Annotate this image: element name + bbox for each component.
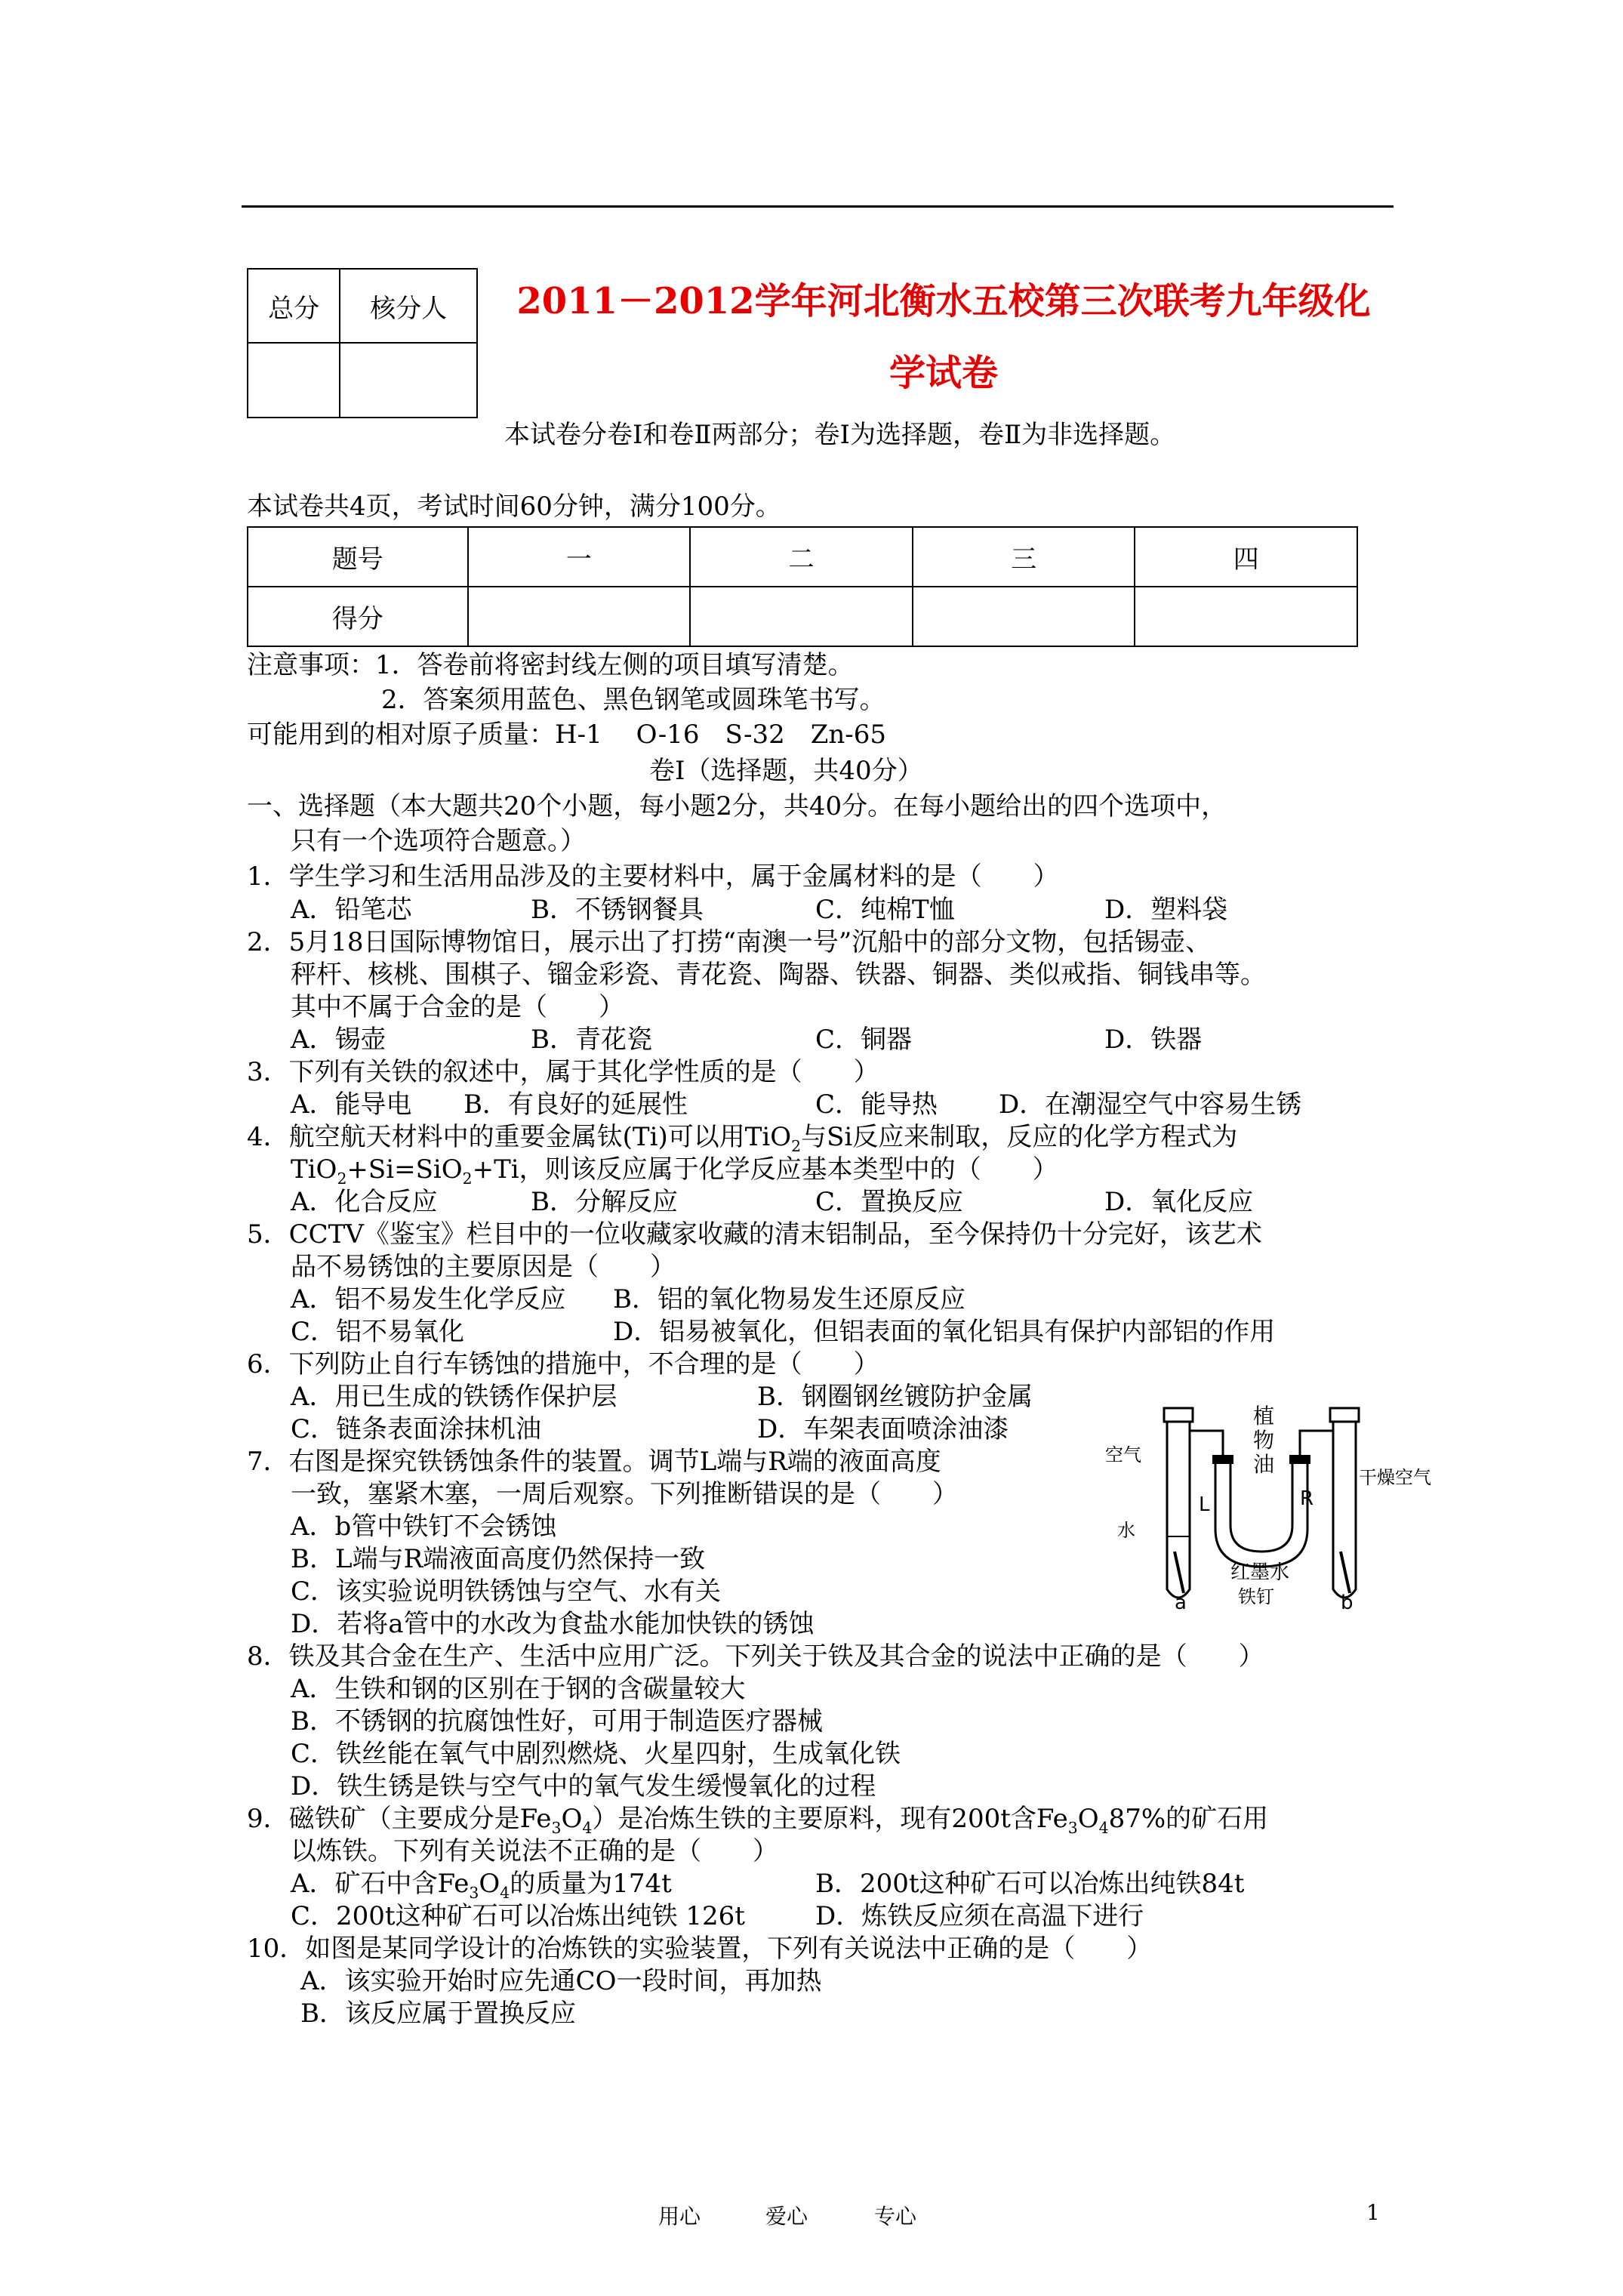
checker-cell <box>340 343 477 418</box>
q4-option-d: D．氧化反应 <box>1104 1187 1254 1217</box>
q4-stem2: TiO$_2$+Si=SiO$_2$+Ti，则该反应属于化学反应基本类型中的（ ） <box>291 1154 1058 1188</box>
score-table <box>247 526 1358 647</box>
q7-option-a: A．b管中铁钉不会锈蚀 <box>291 1512 557 1542</box>
q3-stem: 3．下列有关铁的叙述中，属于其化学性质的是（ ） <box>247 1057 879 1087</box>
score-row-label: 得分 <box>248 587 468 646</box>
label-dry-air: 干燥空气 <box>1359 1467 1431 1488</box>
page-number: 1 <box>1366 2200 1380 2225</box>
q1-stem: 1．学生学习和生活用品涉及的主要材料中，属于金属材料的是（ ） <box>247 861 1059 892</box>
nail-a <box>1175 1552 1184 1593</box>
q8-option-b: B．不锈钢的抗腐蚀性好，可用于制造医疗器械 <box>291 1706 823 1737</box>
left-stopper <box>1212 1455 1233 1464</box>
q8-option-d: D．铁生锈是铁与空气中的氧气发生缓慢氧化的过程 <box>291 1771 876 1801</box>
label-oil-3: 油 <box>1253 1452 1275 1477</box>
q8-option-c: C．铁丝能在氧气中剧烈燃烧、火星四射，生成氧化铁 <box>291 1739 901 1769</box>
q4-option-a: A．化合反应 <box>291 1187 438 1217</box>
q5-option-d: D．铝易被氧化，但铝表面的氧化铝具有保护内部铝的作用 <box>613 1317 1276 1347</box>
label-nail: 铁钉 <box>1238 1586 1274 1607</box>
label-oil-2: 物 <box>1253 1428 1275 1453</box>
label-red-ink: 红墨水 <box>1230 1561 1290 1584</box>
q6-option-b: B．钢圈钢丝镀防护金属 <box>757 1382 1033 1412</box>
label-air: 空气 <box>1105 1444 1141 1465</box>
q8-option-a: A．生铁和钢的区别在于钢的含碳量较大 <box>291 1674 746 1704</box>
q5-stem2: 品不易锈蚀的主要原因是（ ） <box>291 1252 676 1282</box>
q7-option-c: C．该实验说明铁锈蚀与空气、水有关 <box>291 1576 722 1607</box>
tube-a-stopper <box>1164 1408 1193 1422</box>
q1-option-c: C．纯棉T恤 <box>815 895 955 925</box>
q2-stem1: 2．5月18日国际博物馆日，展示出了打捞“南澳一号”沉船中的部分文物，包括锡壶、 <box>247 927 1212 957</box>
footer-text-3: 专心 <box>874 2204 917 2229</box>
q3-option-c: C．能导热 <box>815 1089 938 1120</box>
q2-option-a: A．锡壶 <box>291 1025 387 1055</box>
nail-b <box>1341 1552 1350 1593</box>
q7-stem2: 一致，塞紧木塞，一周后观察。下列推断错误的是（ ） <box>291 1479 958 1509</box>
q7-stem1: 7．右图是探究铁锈蚀条件的装置。调节L端与R端的液面高度 <box>247 1447 941 1477</box>
atomic-mass: 可能用到的相对原子质量：H-1 O-16 S-32 Zn-65 <box>247 720 887 750</box>
q4-stem1: 4．航空航天材料中的重要金属钛(Ti)可以用TiO$_2$与Si反应来制取，反应的化学方程式为 <box>247 1122 1238 1155</box>
q5-option-a: A．铝不易发生化学反应 <box>291 1284 566 1314</box>
q9-option-b: B．200t这种矿石可以冶炼出纯铁84t <box>815 1869 1245 1899</box>
q10-stem: 10．如图是某同学设计的冶炼铁的实验装置，下列有关说法中正确的是（ ） <box>247 1934 1153 1964</box>
rust-experiment-figure <box>1102 1401 1434 1612</box>
q6-stem: 6．下列防止自行车锈蚀的措施中，不合理的是（ ） <box>247 1349 879 1379</box>
q2-option-b: B．青花瓷 <box>531 1025 652 1055</box>
q5-option-c: C．铝不易氧化 <box>291 1317 465 1347</box>
q4-option-c: C．置换反应 <box>815 1187 964 1217</box>
page-title: 2011－2012学年河北衡水五校第三次联考九年级化 <box>516 280 1371 322</box>
tube-b-stopper <box>1330 1408 1359 1422</box>
q2-stem2: 秤杆、核桃、围棋子、镏金彩瓷、青花瓷、陶器、铁器、铜器、类似戒指、铜钱串等。 <box>291 960 1266 990</box>
q9-option-d: D．炼铁反应须在高温下进行 <box>815 1901 1144 1931</box>
q9-option-a: A．矿石中含$Fe_3O_4$的质量为174t <box>291 1869 672 1902</box>
q9-option-c: C．200t这种矿石可以冶炼出纯铁 126t <box>291 1901 745 1931</box>
notes-line2: 2．答案须用蓝色、黑色钢笔或圆珠笔书写。 <box>381 685 885 715</box>
q5-option-b: B．铝的氧化物易发生还原反应 <box>613 1284 965 1314</box>
q6-option-a: A．用已生成的铁锈作保护层 <box>291 1382 617 1412</box>
footer-text-2: 爱心 <box>765 2204 808 2229</box>
header-rule <box>242 205 1394 208</box>
page-title-line2: 学试卷 <box>888 352 998 394</box>
q9-stem2: 以炼铁。下列有关说法不正确的是（ ） <box>291 1836 778 1866</box>
label-oil-1: 植 <box>1253 1404 1275 1428</box>
q3-option-b: B．有良好的延展性 <box>463 1089 688 1120</box>
footer-text-1: 用心 <box>658 2204 701 2229</box>
q10-option-b: B．该反应属于置换反应 <box>300 1999 576 2029</box>
q4-option-b: B．分解反应 <box>531 1187 678 1217</box>
q6-option-c: C．链条表面涂抹机油 <box>291 1414 542 1444</box>
total-cell <box>248 343 340 418</box>
score-cell-3 <box>913 587 1135 646</box>
right-stopper <box>1289 1455 1310 1464</box>
col-1: 一 <box>468 527 691 587</box>
q3-option-a: A．能导电 <box>291 1089 412 1120</box>
checker-label: 核分人 <box>340 269 477 343</box>
section1-heading: 卷Ⅰ（选择题，共40分） <box>649 756 923 786</box>
col-2: 二 <box>690 527 913 587</box>
q7-option-d: D．若将a管中的水改为食盐水能加快铁的锈蚀 <box>291 1609 815 1639</box>
total-score-box <box>247 268 478 418</box>
section1-instr1: 一、选择题（本大题共20个小题，每小题2分，共40分。在每小题给出的四个选项中， <box>247 791 1227 821</box>
q9-stem1: 9．磁铁矿（主要成分是$Fe_3O_4$）是冶炼生铁的主要原料，现有200t含$Fe_3O_487\%$的矿石用 <box>247 1804 1269 1837</box>
q8-stem: 8．铁及其合金在生产、生活中应用广泛。下列关于铁及其合金的说法中正确的是（ ） <box>247 1641 1264 1672</box>
q2-option-d: D．铁器 <box>1104 1025 1203 1055</box>
label-L: L <box>1199 1493 1210 1516</box>
label-water: 水 <box>1117 1520 1135 1541</box>
label-R: R <box>1300 1487 1314 1510</box>
score-table-header: 题号 <box>248 527 468 587</box>
score-cell-4 <box>1135 587 1357 646</box>
q5-stem1: 5．CCTV《鉴宝》栏目中的一位收藏家收藏的清末铝制品，至今保持仍十分完好，该艺术 <box>247 1219 1262 1250</box>
score-cell-1 <box>468 587 691 646</box>
q1-option-d: D．塑料袋 <box>1104 895 1228 925</box>
q3-option-d: D．在潮湿空气中容易生锈 <box>999 1089 1302 1120</box>
intro-line1: 本试卷分卷Ⅰ和卷Ⅱ两部分；卷Ⅰ为选择题，卷Ⅱ为非选择题。 <box>504 420 1176 450</box>
col-3: 三 <box>913 527 1135 587</box>
label-a: a <box>1175 1592 1187 1612</box>
score-cell-2 <box>690 587 913 646</box>
label-b: b <box>1341 1592 1354 1612</box>
intro-line2: 本试卷共4页，考试时间60分钟，满分100分。 <box>247 492 781 522</box>
q1-option-b: B．不锈钢餐具 <box>531 895 704 925</box>
q1-option-a: A．铅笔芯 <box>291 895 412 925</box>
q2-stem3: 其中不属于合金的是（ ） <box>291 992 624 1022</box>
q2-option-c: C．铜器 <box>815 1025 913 1055</box>
q10-option-a: A．该实验开始时应先通CO一段时间，再加热 <box>300 1966 822 1996</box>
q7-option-b: B．L端与R端液面高度仍然保持一致 <box>291 1544 706 1574</box>
total-label: 总分 <box>248 269 340 343</box>
q6-option-d: D．车架表面喷涂油漆 <box>757 1414 1009 1444</box>
section1-instr2: 只有一个选项符合题意。） <box>291 826 586 856</box>
notes-line1: 注意事项：1．答卷前将密封线左侧的项目填写清楚。 <box>247 650 854 680</box>
col-4: 四 <box>1135 527 1357 587</box>
